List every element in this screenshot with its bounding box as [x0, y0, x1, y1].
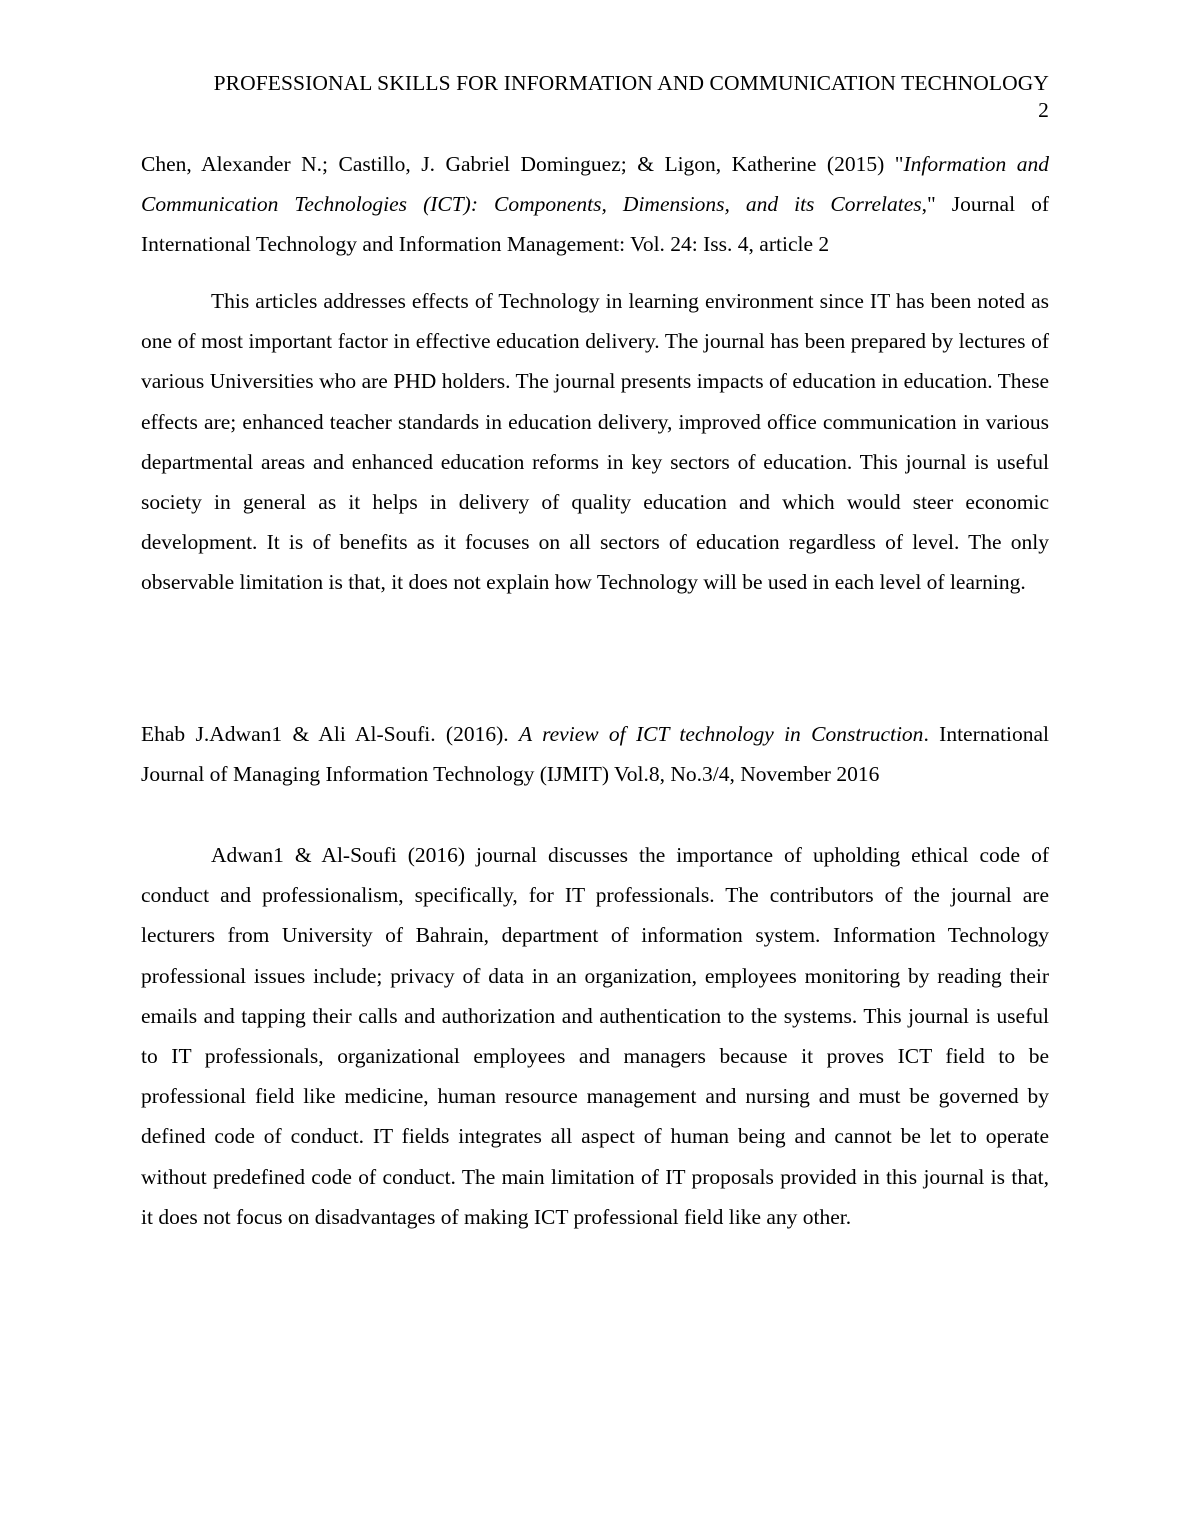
summary-1-text: This articles addresses effects of Technology in learning environment since IT has been noted as one of most important factor in effective education delivery. The journal has been prepared by lectures of various Universities who are PHD holders. The journal presents impacts of education in education. These effects are; enhanced teacher standards in education delivery, improved office communication in various departmental areas and enhanced education reforms in key sectors of education. This journal is useful society in general as it helps in delivery of quality education and which would steer economic development. It is of benefits as it focuses on all sectors of education regardless of level. The only observable limitation is that, it does not explain how Technology will be used in each level of learning.	[141, 289, 1049, 595]
citation-2	[141, 714, 1049, 794]
summary-2-text: Adwan1 & Al-Soufi (2016) journal discusses the importance of upholding ethical code of conduct and professionalism, specifically, for IT professionals. The contributors of the journal are lecturers from University of Bahrain, department of information system. Information Technology professional issues include; privacy of data in an organization, employees monitoring by reading their emails and tapping their calls and authorization and authentication to the systems. This journal is useful to IT professionals, organizational employees and managers because it proves ICT field to be professional field like medicine, human resource management and nursing and must be governed by defined code of conduct. IT fields integrates all aspect of human being and cannot be let to operate without predefined code of conduct. The main limitation of IT proposals provided in this journal is that, it does not focus on disadvantages of making ICT professional field like any other.	[141, 843, 1049, 1229]
citation-1-title: Information and Communication Technologies (ICT): Components, Dimensions, and its Correlates	[141, 152, 1049, 217]
citation-2-title: A review of ICT technology in Construction	[518, 722, 924, 746]
citation-1-lead: Chen, Alexander N.; Castillo, J. Gabriel Dominguez; & Ligon, Katherine (2015) "	[141, 152, 904, 176]
summary-paragraph-2	[141, 835, 1049, 1237]
citation-2-lead: Ehab J.Adwan1 & Ali Al-Soufi. (2016).	[141, 722, 519, 746]
citation-1-tail: ," Journal of International Technology and Information Management: Vol. 24: Iss. 4, article 2	[141, 192, 1049, 257]
reference-entry-1	[141, 144, 1049, 265]
page-number: 2	[1038, 98, 1049, 122]
citation-1	[141, 144, 1049, 265]
running-header	[141, 70, 1049, 124]
citation-2-tail: . International Journal of Managing Information Technology (IJMIT) Vol.8, No.3/4, November 2016	[141, 722, 1049, 787]
running-title: PROFESSIONAL SKILLS FOR INFORMATION AND COMMUNICATION TECHNOLOGY	[213, 71, 1049, 95]
reference-entry-2	[141, 714, 1049, 794]
summary-paragraph-1	[141, 281, 1049, 603]
